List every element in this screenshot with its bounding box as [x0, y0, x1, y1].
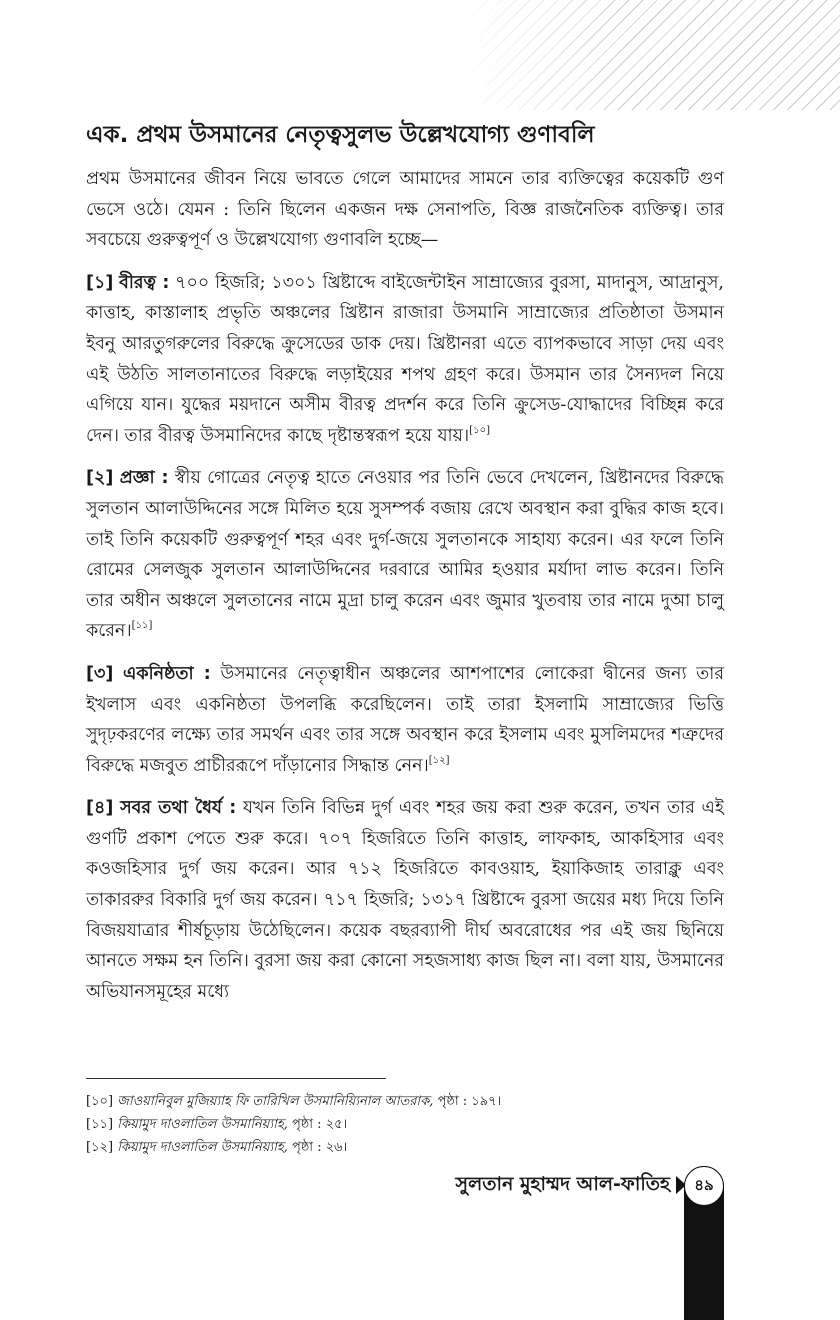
footnotes: [86, 1090, 726, 1159]
paragraph-term: সবর তথা ধৈর্য :: [120, 798, 237, 819]
paragraph-patience: [86, 793, 724, 1007]
paragraph-number: [৩]: [86, 663, 114, 684]
page-number: ৪৯: [684, 1166, 724, 1206]
decorative-hatch-pattern: [460, 0, 840, 110]
footnote-divider: [86, 1078, 386, 1079]
paragraph-text: যখন তিনি বিভিন্ন দুর্গ এবং শহর জয় করা শুরু করেন, তখন তার এই গুণটি প্রকাশ পেতে শুরু করে। ৭০৭ হিজরিতে তিনি কাত্তাহ, লাফকাহ, আকহিসার এবং কওজহিসার দুর্গ জয় করেন। আর ৭১২ হিজরিতে কাবওয়াহ, ইয়াকিজাহ তারাক্লু এবং তাকাররুর বিকারি দুর্গ জয় করেন। ৭১৭ হিজরি; ১৩১৭ খ্রিষ্টাব্দে বুরসা জয়ের মধ্য দিয়ে তিনি বিজয়যাত্রার শীর্ষচূড়ায় উঠেছিলেন। কয়েক বছরব্যাপী দীর্ঘ অবরোধের পর এই জয় ছিনিয়ে আনতে সক্ষম হন তিনি। বুরসা জয় করা কোনো সহজসাধ্য কাজ ছিল না। বলা যায়, উসমানের অভিযানসমূহের মধ্যে: [86, 798, 724, 1002]
footnote-item: [86, 1136, 726, 1159]
footnote-ref[interactable]: [১১]: [131, 620, 153, 632]
paragraph-term: প্রজ্ঞা :: [119, 468, 169, 489]
paragraph-number: [২]: [86, 468, 114, 489]
footnote-ref[interactable]: [১০]: [469, 424, 490, 436]
paragraph-number: [১]: [86, 272, 114, 293]
paragraph-number: [৪]: [86, 798, 114, 819]
footnote-item: [86, 1113, 726, 1136]
book-title: সুলতান মুহাম্মদ আল-ফাতিহ: [455, 1173, 670, 1195]
intro-paragraph: প্রথম উসমানের জীবন নিয়ে ভাবতে গেলে আমাদের সামনে তার ব্যক্তিত্বের কয়েকটি গুণ ভেসে ওঠে। যেমন : তিনি ছিলেন একজন দক্ষ সেনাপতি, বিজ্ঞ রাজনৈতিক ব্যক্তিত্ব। তার সবচেয়ে গুরুত্বপূর্ণ ও উল্লেখযোগ্য গুণাবলি হচ্ছে—: [86, 169, 724, 251]
footnote-item: [86, 1090, 726, 1113]
footnote-page: পৃষ্ঠা : ১৯৭।: [437, 1094, 502, 1109]
footnote-number: [১০]: [86, 1094, 114, 1109]
footnote-source: কিয়ামুদ দাওলাতিল উসমানিয়্যাহ,: [117, 1140, 288, 1155]
paragraph-text: স্বীয় গোত্রের নেতৃত্ব হাতে নেওয়ার পর তিনি ভেবে দেখলেন, খ্রিষ্টানদের বিরুদ্ধে সুলতান আলাউদ্দিনের সঙ্গে মিলিত হয়ে সুসম্পর্ক বজায় রেখে অবস্থান করা বুদ্ধির কাজ হবে। তাই তিনি কয়েকটি গুরুত্বপূর্ণ শহর এবং দুর্গ-জয়ে সুলতানকে সাহায্য করেন। এর ফলে তিনি রোমের সেলজুক সুলতান আলাউদ্দিনের দরবারে আমির হওয়ার মর্যাদা লাভ করেন। তিনি তার অধীন অঞ্চলে সুলতানের নামে মুদ্রা চালু করেন এবং জুমার খুতবায় তার নামে দুআ চালু করেন।: [86, 468, 724, 642]
paragraph-sincerity: [86, 659, 724, 781]
paragraph-wisdom: [86, 463, 724, 647]
paragraph-text: ৭০০ হিজরি; ১৩০১ খ্রিষ্টাব্দে বাইজেন্টাইন সাম্রাজ্যের বুরসা, মাদানুস, আদ্রানুস, কাত্তাহ, কাস্তালাহ প্রভৃতি অঞ্চলের খ্রিষ্টান রাজারা উসমানি সাম্রাজ্যের প্রতিষ্ঠাতা উসমান ইবনু আরতুগরুলের বিরুদ্ধে ক্রুসেডের ডাক দেয়। খ্রিষ্টানরা এতে ব্যাপকভাবে সাড়া দেয় এবং এই উঠতি সালতানাতের বিরুদ্ধে লড়াইয়ের শপথ গ্রহণ করে। উসমান তার সৈন্যদল নিয়ে এগিয়ে যান। যুদ্ধের ময়দানে অসীম বীরত্ব প্রদর্শন করে তিনি ক্রুসেড-যোদ্ধাদের বিচ্ছিন্ন করে দেন। তার বীরত্ব উসমানিদের কাছে দৃষ্টান্তস্বরূপ হয়ে যায়।: [86, 272, 724, 446]
footnote-page: পৃষ্ঠা : ২৬।: [292, 1140, 348, 1155]
paragraph-bravery: [86, 268, 724, 452]
section-heading: এক. প্রথম উসমানের নেতৃত্বসুলভ উল্লেখযোগ্য গুণাবলি: [86, 122, 595, 148]
footnote-page: পৃষ্ঠা : ২৫।: [291, 1117, 348, 1132]
paragraph-term: একনিষ্ঠতা :: [123, 663, 211, 684]
paragraph-term: বীরত্ব :: [119, 272, 170, 293]
footnote-number: [১২]: [86, 1140, 114, 1155]
paragraph-text: উসমানের নেতৃত্বাধীন অঞ্চলের আশপাশের লোকেরা দ্বীনের জন্য তার ইখলাস এবং একনিষ্ঠতা উপলব্ধি করেছিলেন। তাই তারা ইসলামি সাম্রাজ্যের ভিত্তি সুদৃঢ়করণের লক্ষ্যে তার সমর্থন এবং তার সঙ্গে অবস্থান করে ইসলাম এবং মুসলিমদের শত্রুদের বিরুদ্ধে মজবুত প্রাচীররূপে দাঁড়ানোর সিদ্ধান্ত নেন।: [86, 663, 724, 776]
footnote-ref[interactable]: [১২]: [428, 754, 450, 766]
footnote-source: কিয়ামুদ দাওলাতিল উসমানিয়্যাহ,: [117, 1117, 288, 1132]
footnote-source: জাওয়ানিবুল মুজিয়্যাহ ফি তারিখিল উসমানিয়্যিনাল আতরাক,: [117, 1094, 434, 1109]
page-body: [86, 118, 724, 1019]
footnote-number: [১১]: [86, 1117, 114, 1132]
